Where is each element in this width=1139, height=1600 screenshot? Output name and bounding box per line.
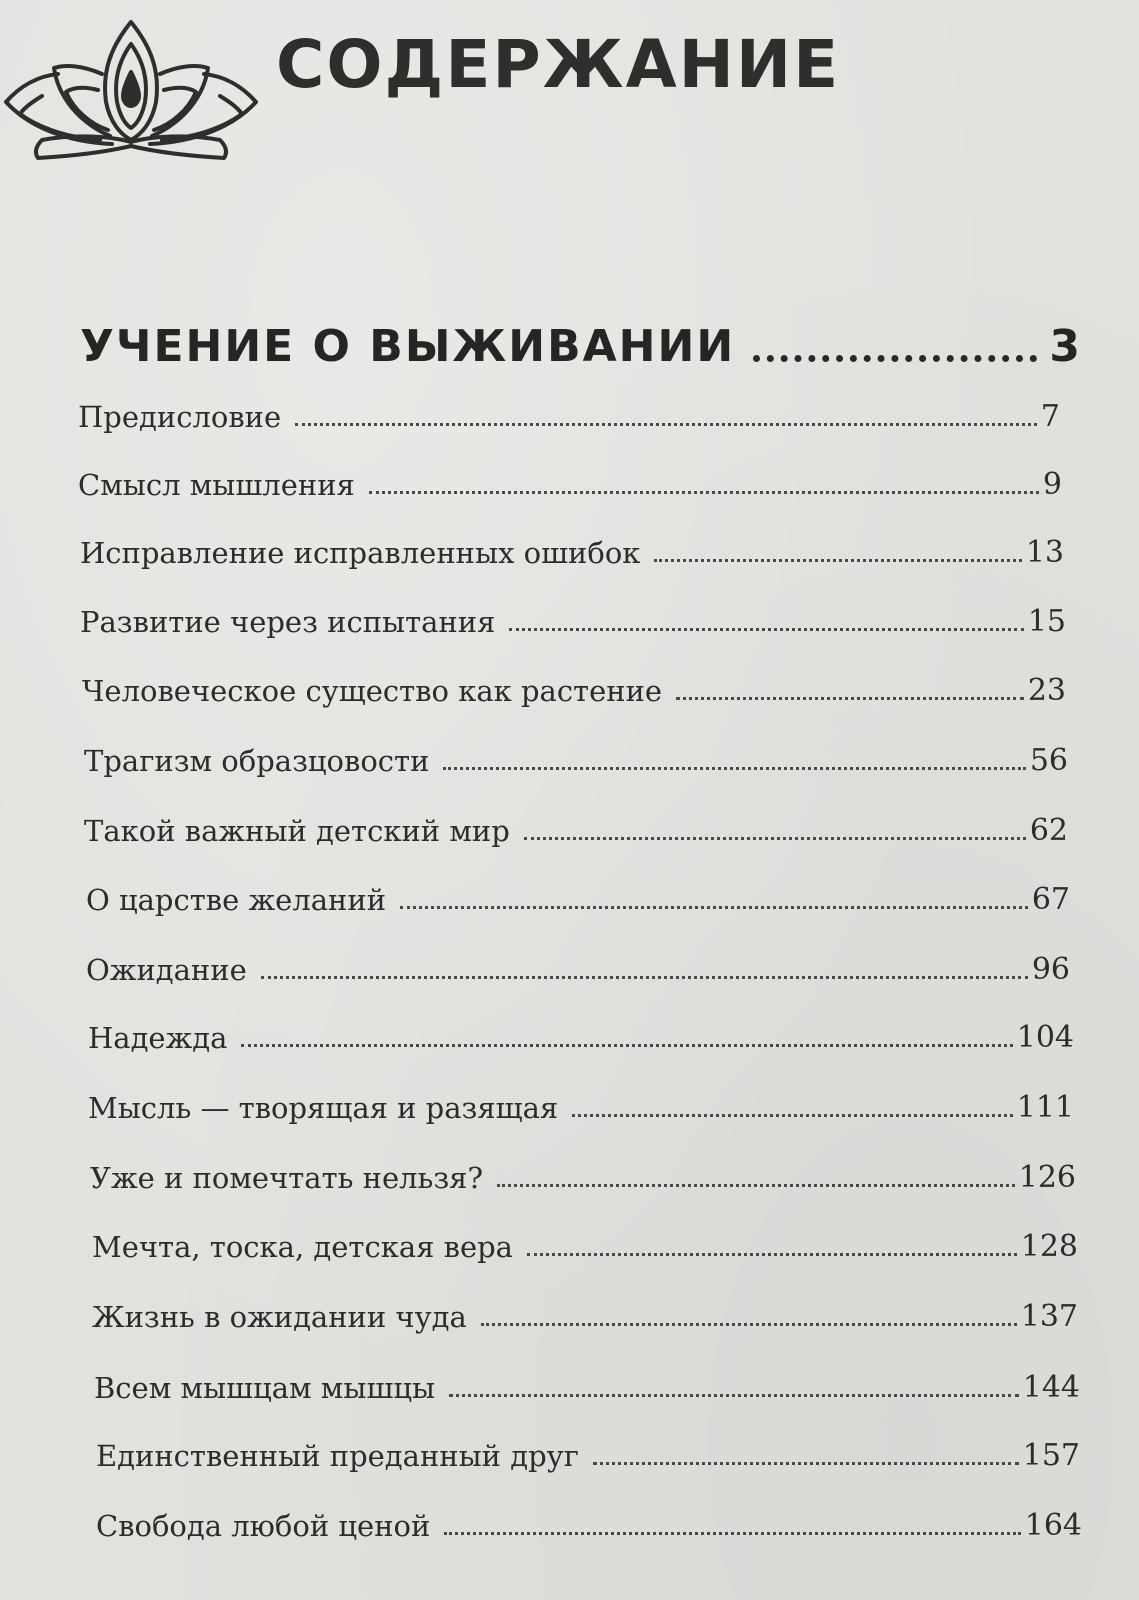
dot-leader xyxy=(497,1184,1015,1187)
toc-entry[interactable] xyxy=(94,1365,1080,1405)
toc-entry[interactable] xyxy=(96,1433,1080,1473)
toc-entry-title: Смысл мышления xyxy=(78,468,355,502)
toc-entry-page-number: 9 xyxy=(1042,467,1062,502)
dot-leader xyxy=(400,906,1028,909)
toc-entry[interactable] xyxy=(78,394,1060,434)
toc-entry-page-number: 126 xyxy=(1018,1160,1076,1195)
toc-entry[interactable] xyxy=(82,668,1066,708)
toc-entry-title: Предисловие xyxy=(78,400,282,434)
dot-leader xyxy=(481,1323,1017,1326)
toc-entry[interactable] xyxy=(80,599,1066,639)
dot-leader xyxy=(527,1253,1017,1256)
toc-entry-page-number: 15 xyxy=(1027,604,1066,639)
toc-entry[interactable] xyxy=(84,738,1068,778)
toc-entry-page-number: 62 xyxy=(1029,813,1068,848)
toc-entry-page-number: 137 xyxy=(1020,1299,1078,1334)
toc-entry-title: Надежда xyxy=(88,1021,228,1055)
toc-entry[interactable] xyxy=(92,1224,1078,1264)
toc-entry-page-number: 96 xyxy=(1031,952,1070,987)
toc-entry-title: О царстве желаний xyxy=(86,883,387,917)
page-title: СОДЕРЖАНИЕ xyxy=(276,26,841,103)
section-page-number: 3 xyxy=(1049,321,1080,372)
toc-entry[interactable] xyxy=(96,1503,1082,1543)
toc-entry[interactable] xyxy=(86,947,1070,987)
toc-entry-title: Развитие через испытания xyxy=(80,605,496,639)
toc-entry[interactable] xyxy=(92,1294,1078,1334)
toc-entry-title: Исправление исправленных ошибок xyxy=(80,536,641,570)
toc-entry-title: Свобода любой ценой xyxy=(96,1509,431,1543)
dot-leader xyxy=(443,767,1025,770)
toc-entry-page-number: 111 xyxy=(1016,1090,1074,1125)
toc-entry-title: Такой важный детский мир xyxy=(84,814,510,848)
toc-entry[interactable] xyxy=(80,530,1064,570)
toc-entry-title: Мечта, тоска, детская вера xyxy=(92,1230,513,1264)
toc-entry-page-number: 23 xyxy=(1027,673,1066,708)
dot-leader xyxy=(444,1532,1020,1535)
toc-entry[interactable] xyxy=(78,462,1062,502)
dot-leader xyxy=(449,1394,1019,1397)
toc-entry-title: Человеческое существо как растение xyxy=(82,674,663,708)
toc-entry-title: Ожидание xyxy=(86,953,247,987)
toc-entry[interactable] xyxy=(88,1085,1074,1125)
dot-leader xyxy=(676,697,1024,700)
toc-entry-title: Мысль — творящая и разящая xyxy=(88,1091,559,1125)
dot-leader xyxy=(295,423,1037,426)
toc-entry-title: Трагизм образцовости xyxy=(84,744,430,778)
toc-entry-page-number: 128 xyxy=(1020,1229,1078,1264)
toc-entry-title: Жизнь в ожидании чуда xyxy=(92,1300,467,1334)
toc-entry-page-number: 164 xyxy=(1024,1508,1082,1543)
toc-entry[interactable] xyxy=(88,1015,1074,1055)
toc-entry-page-number: 7 xyxy=(1040,399,1060,434)
toc-entry-title: Уже и помечтать нельзя? xyxy=(90,1161,483,1195)
dot-leader xyxy=(509,628,1023,631)
toc-entry-page-number: 104 xyxy=(1016,1020,1074,1055)
dot-leader xyxy=(654,559,1021,562)
toc-entry-title: Единственный преданный друг xyxy=(96,1439,579,1473)
dot-leader xyxy=(524,837,1026,840)
dot-leader xyxy=(593,1462,1019,1465)
dot-leader xyxy=(572,1114,1013,1117)
dot-leader xyxy=(369,491,1039,494)
toc-entry[interactable] xyxy=(86,877,1070,917)
section-title: УЧЕНИЕ О ВЫЖИВАНИИ xyxy=(80,321,736,372)
toc-entry-page-number: 157 xyxy=(1022,1438,1080,1473)
toc-entry-page-number: 13 xyxy=(1025,535,1064,570)
dot-leader xyxy=(261,976,1028,979)
toc-entry[interactable] xyxy=(84,808,1068,848)
toc-entry-title: Всем мышцам мышцы xyxy=(94,1371,436,1405)
dot-leader xyxy=(241,1044,1012,1047)
toc-entry-page-number: 144 xyxy=(1022,1370,1080,1405)
toc-entry-page-number: 67 xyxy=(1031,882,1070,917)
toc-entry[interactable] xyxy=(90,1155,1076,1195)
toc-entry-page-number: 56 xyxy=(1029,743,1068,778)
